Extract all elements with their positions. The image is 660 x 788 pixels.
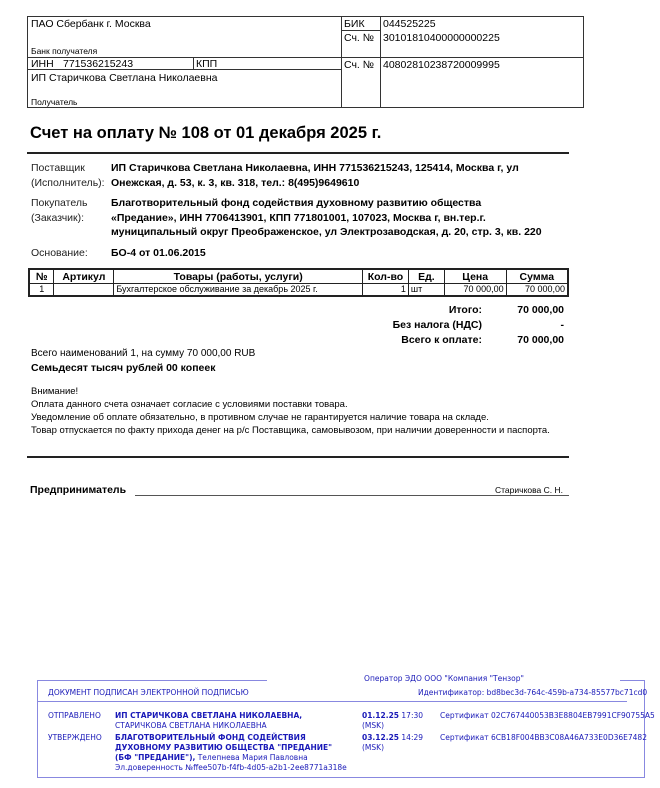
kpp-label: КПП	[196, 58, 218, 70]
stamp-entry-date: 03.12.25	[362, 733, 400, 742]
title-divider	[27, 152, 569, 154]
col-header-sum: Сумма	[506, 269, 568, 284]
items-header-row	[29, 269, 568, 284]
stamp-frame-top-left	[37, 680, 267, 681]
buyer-label-line2: (Заказчик):	[31, 211, 85, 224]
bik-label: БИК	[344, 18, 365, 30]
supplier-label-line1: Поставщик	[31, 162, 85, 174]
notes-heading: Внимание!	[31, 386, 79, 397]
basis-value: БО-4 от 01.06.2015	[111, 247, 206, 259]
stamp-entry-date: 01.12.25	[362, 711, 400, 720]
col-header-unit: Ед.	[408, 269, 444, 284]
notes-line3: Товар отпускается по факту прихода денег на р/с Поставщика, самовывозом, при наличии доверенности и паспорта.	[31, 425, 550, 436]
signature-label: Предприниматель	[30, 484, 127, 496]
bank-label: Банк получателя	[31, 46, 98, 56]
col-header-goods: Товары (работы, услуги)	[114, 269, 363, 284]
stamp-entry-datetime	[362, 711, 423, 731]
supplier-line1: ИП Старичкова Светлана Николаевна, ИНН 771536215243, 125414, Москва г, ул	[111, 162, 519, 174]
buyer-label-line1: Покупатель	[31, 197, 88, 209]
stamp-identifier: Идентификатор: bd8bec3d-764c-459b-a734-85577bc71cd0	[418, 688, 648, 697]
stamp-entry-org-rest: Телепнева Мария Павловна	[195, 753, 308, 762]
stamp-separator	[37, 701, 627, 702]
cell-number: 1	[29, 284, 54, 297]
stamp-entry-org-bold: ИП СТАРИЧКОВА СВЕТЛАНА НИКОЛАЕВНА,	[115, 711, 303, 720]
stamp-header: ДОКУМЕНТ ПОДПИСАН ЭЛЕКТРОННОЙ ПОДПИСЬЮ	[48, 688, 249, 697]
notes-line2: Уведомление об оплате обязательно, в противном случае не гарантируется наличие товара на складе.	[31, 412, 489, 423]
subtotal-value: 70 000,00	[517, 304, 564, 316]
bik-value: 044525225	[383, 18, 436, 30]
stamp-entry-org	[115, 733, 347, 773]
signature-line	[135, 495, 569, 496]
total-value: 70 000,00	[517, 334, 564, 346]
buyer-line1: Благотворительный фонд содействия духовному развитию общества	[111, 197, 482, 209]
subtotal-label: Итого:	[448, 304, 482, 316]
inn-value: 771536215243	[63, 58, 134, 70]
invoice-title: Счет на оплату № 108 от 01 декабря 2025 г.	[30, 124, 382, 142]
stamp-entry-datetime	[362, 733, 423, 753]
corr-account-value: 30101810400000000225	[383, 32, 500, 44]
cell-sum: 70 000,00	[506, 284, 568, 297]
inn-label: ИНН	[31, 58, 54, 70]
corr-account-label: Сч. №	[344, 32, 375, 44]
notes-line1: Оплата данного счета означает согласие с условиями поставки товара.	[31, 399, 348, 410]
bank-details-block	[27, 16, 584, 108]
stamp-entry-org-bold: БЛАГОТВОРИТЕЛЬНЫЙ ФОНД СОДЕЙСТВИЯ ДУХОВНОМУ РАЗВИТИЮ ОБЩЕСТВА "ПРЕДАНИЕ" (БФ "ПРЕДАНИЕ"),	[115, 733, 333, 762]
stamp-entry-time: 14:29	[401, 733, 424, 742]
total-label: Всего к оплате:	[401, 334, 482, 346]
items-table	[28, 268, 569, 297]
cell-goods: Бухгалтерское обслуживание за декабрь 2025 г.	[114, 284, 363, 297]
supplier-label-line2: (Исполнитель):	[31, 176, 105, 189]
stamp-frame-top-right	[620, 680, 645, 681]
cell-quantity: 1	[363, 284, 409, 297]
stamp-entry-org	[115, 711, 345, 731]
stamp-entry-status: УТВЕРЖДЕНО	[48, 733, 102, 742]
table-row	[29, 284, 568, 297]
cell-price: 70 000,00	[444, 284, 506, 297]
col-header-number: №	[29, 269, 54, 284]
notes-divider	[27, 456, 569, 458]
stamp-entry-status: ОТПРАВЛЕНО	[48, 711, 101, 720]
vat-value: -	[560, 319, 564, 331]
account-value: 40802810238720009995	[383, 59, 500, 71]
buyer-value	[111, 196, 542, 240]
recipient-label: Получатель	[31, 97, 78, 107]
stamp-entry-tz: (MSK)	[362, 743, 385, 752]
stamp-operator: Оператор ЭДО ООО "Компания "Тензор"	[364, 674, 524, 683]
col-header-price: Цена	[444, 269, 506, 284]
supplier-value	[111, 161, 519, 190]
stamp-entry-time: 17:30	[401, 711, 424, 720]
totals-block	[0, 303, 660, 353]
notes-block	[31, 385, 561, 437]
col-header-quantity: Кол-во	[363, 269, 409, 284]
bank-name: ПАО Сбербанк г. Москва	[31, 18, 151, 30]
supplier-line2: Онежская, д. 53, к. 3, кв. 318, тел.: 8(495)9649610	[111, 176, 360, 189]
signature-name: Старичкова С. Н.	[495, 485, 563, 495]
stamp-entry-org-rest: СТАРИЧКОВА СВЕТЛАНА НИКОЛАЕВНА	[115, 721, 267, 730]
cell-unit: шт	[408, 284, 444, 297]
summary-count: Всего наименований 1, на сумму 70 000,00 RUB	[31, 348, 256, 359]
cell-article	[54, 284, 114, 297]
stamp-entry-tz: (MSK)	[362, 721, 385, 730]
buyer-line3: муниципальный округ Преображенское, ул Электрозаводская, д. 20, стр. 3, кв. 220	[111, 226, 542, 238]
stamp-entry-poa: Эл.доверенность №ffee507b-f4fb-4d05-a2b1-2ee8771a318e	[115, 763, 347, 772]
account-label: Сч. №	[344, 59, 375, 71]
stamp-entry-certificate: Сертификат 6CB18F004BB3C08A46A733E0D36E7482	[440, 733, 647, 742]
basis-label: Основание:	[31, 247, 88, 259]
buyer-label	[31, 196, 87, 225]
vat-label: Без налога (НДС)	[392, 319, 482, 331]
summary-amount-words: Семьдесят тысяч рублей 00 копеек	[31, 362, 216, 374]
col-header-article: Артикул	[54, 269, 114, 284]
recipient-name: ИП Старичкова Светлана Николаевна	[31, 72, 218, 84]
stamp-entry-certificate: Сертификат 02C767440053B3E8804EB7991CF90755A5	[440, 711, 655, 720]
supplier-label	[31, 161, 105, 190]
buyer-line2: «Предание», ИНН 7706413901, КПП 771801001, 107023, Москва г, вн.тер.г.	[111, 211, 486, 224]
